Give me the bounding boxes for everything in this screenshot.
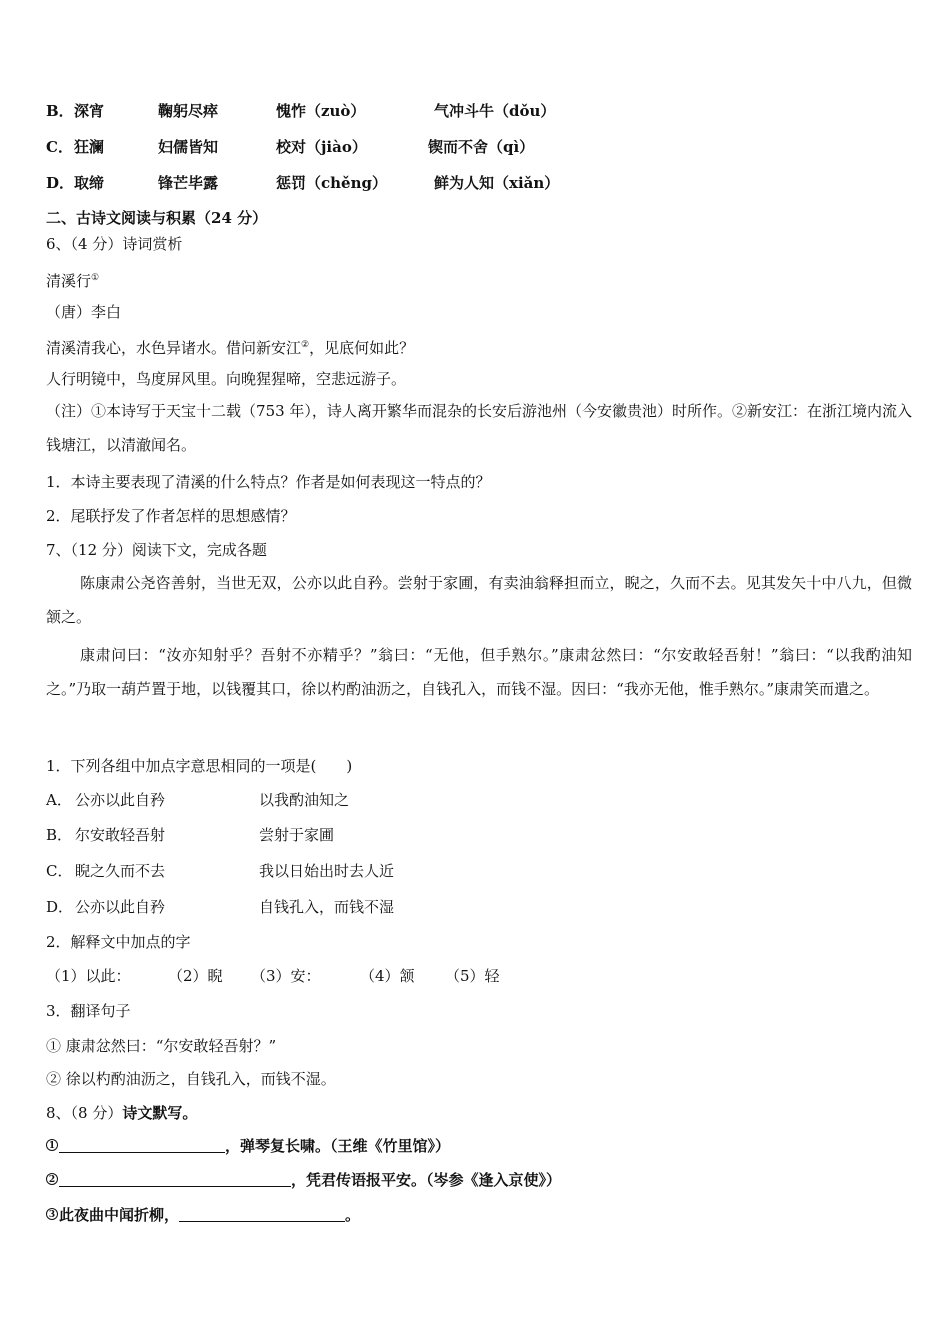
question-7-1-stem: 1．下列各组中加点字意思相同的一项是( ) xyxy=(46,757,353,775)
poem-line-1a: 清溪清我心，水色异诸水。借问新安江 xyxy=(46,339,302,357)
choice-right: 尝射于家圃 xyxy=(259,826,335,844)
passage-paragraph-2: 康肃问曰：“汝亦知射乎？吾射不亦精乎？”翁曰：“无他，但手熟尔。”康肃忿然曰：“尔安敢轻吾射！”翁曰：“以我酌油知之。”乃取一葫芦置于地，以钱覆其口，徐以杓酌油沥之，自钱孔入，而钱不湿。因曰：“我亦无他，惟手熟尔。”康肃笑而遣之。 xyxy=(46,646,912,698)
choice-letter: B． xyxy=(46,826,73,844)
option-letter: D． xyxy=(46,174,75,192)
choice-right: 以我酌油知之 xyxy=(259,791,350,809)
recite-text: ，弹琴复长啸。（王维《竹里馆》） xyxy=(225,1137,451,1155)
explain-item: （3）安： xyxy=(251,967,321,985)
poem-title-text: 清溪行 xyxy=(46,272,92,290)
option-word: 深宵 xyxy=(74,102,105,120)
recite-text: 此夜曲中闻折柳， xyxy=(59,1206,180,1224)
option-word: 愧怍（zuò） xyxy=(276,102,366,120)
choice-left: 公亦以此自矜 xyxy=(75,898,166,916)
option-word: 取缔 xyxy=(74,174,105,192)
option-word: 气冲斗牛（dǒu） xyxy=(434,102,556,120)
question-6-title: 6、（4 分）诗词赏析 xyxy=(46,235,183,253)
choice-right: 我以日始出时去人近 xyxy=(259,862,395,880)
choice-letter: D． xyxy=(46,898,74,916)
question-8-title xyxy=(46,1103,197,1123)
poem-author: （唐）李白 xyxy=(46,303,122,321)
answer-blank[interactable] xyxy=(59,1137,225,1153)
question-7-title: 7、（12 分）阅读下文，完成各题 xyxy=(46,541,267,559)
option-letter: B． xyxy=(46,102,74,120)
footnote-marker: ② xyxy=(301,340,310,350)
recite-text: ，凭君传语报平安。（岑参《逢入京使》） xyxy=(291,1171,562,1189)
question-7-2-stem: 2．解释文中加点的字 xyxy=(46,933,191,951)
option-word: 锲而不舍（qì） xyxy=(428,138,535,156)
question-7-3-stem: 3．翻译句子 xyxy=(46,1002,131,1020)
option-word: 鞠躬尽瘁 xyxy=(158,102,219,120)
poem-title xyxy=(46,268,99,291)
option-word: 惩罚（chěng） xyxy=(276,174,387,192)
answer-blank[interactable] xyxy=(179,1206,345,1222)
explain-item: （5）轻 xyxy=(445,967,500,985)
poem-line-2: 人行明镜中，鸟度屏风里。向晚猩猩啼，空悲远游子。 xyxy=(46,370,407,388)
choice-left: 公亦以此自矜 xyxy=(75,791,166,809)
recite-line-1 xyxy=(46,1136,450,1156)
choice-left: 尔安敢轻吾射 xyxy=(75,826,166,844)
choice-right: 自钱孔入，而钱不湿 xyxy=(259,898,395,916)
explain-item: （4）颔 xyxy=(360,967,415,985)
explain-item: （1）以此： xyxy=(46,967,131,985)
option-word: 妇儒皆知 xyxy=(158,138,219,156)
question-6-1: 1．本诗主要表现了清溪的什么特点？作者是如何表现这一特点的？ xyxy=(46,473,491,491)
choice-letter: C． xyxy=(46,862,73,880)
circled-number: 3 xyxy=(46,1208,58,1220)
option-word: 狂澜 xyxy=(74,138,105,156)
poem-line-1b: ，见底何如此？ xyxy=(309,339,415,357)
explain-item: （2）睨 xyxy=(168,967,223,985)
recite-line-3 xyxy=(46,1205,360,1225)
circled-number: 1 xyxy=(46,1139,58,1151)
option-word: 校对（jiào） xyxy=(276,138,367,156)
option-word: 鲜为人知（xiǎn） xyxy=(434,174,560,192)
circled-number: 2 xyxy=(46,1173,58,1185)
passage-paragraph-1: 陈康肃公尧咨善射，当世无双，公亦以此自矜。尝射于家圃，有卖油翁释担而立，睨之，久而不去。见其发矢十中八九，但微颔之。 xyxy=(46,574,912,626)
translate-sentence-1: ① 康肃忿然曰：“尔安敢轻吾射？” xyxy=(46,1037,277,1055)
poem-line-1 xyxy=(46,335,414,358)
footnote-marker: ① xyxy=(91,273,100,283)
option-letter: C． xyxy=(46,138,73,156)
choice-letter: A． xyxy=(46,791,72,809)
poem-note: （注）①本诗写于天宝十二载（753 年），诗人离开繁华而混杂的长安后游池州（今安徽贵池）时所作。②新安江：在浙江境内流入钱塘江，以清澈闻名。 xyxy=(46,402,912,454)
choice-left: 睨之久而不去 xyxy=(75,862,166,880)
section-heading: 二、古诗文阅读与积累（24 分） xyxy=(46,209,268,227)
question-8-prefix: 8、（8 分） xyxy=(46,1104,123,1122)
answer-blank[interactable] xyxy=(59,1171,291,1187)
option-word: 锋芒毕露 xyxy=(158,174,219,192)
translate-sentence-2: ② 徐以杓酌油沥之，自钱孔入，而钱不湿。 xyxy=(46,1070,336,1088)
recite-text: 。 xyxy=(345,1206,361,1224)
recite-line-2 xyxy=(46,1170,561,1190)
question-8-bold: 诗文默写。 xyxy=(122,1104,198,1122)
question-6-2: 2．尾联抒发了作者怎样的思想感情？ xyxy=(46,507,296,525)
